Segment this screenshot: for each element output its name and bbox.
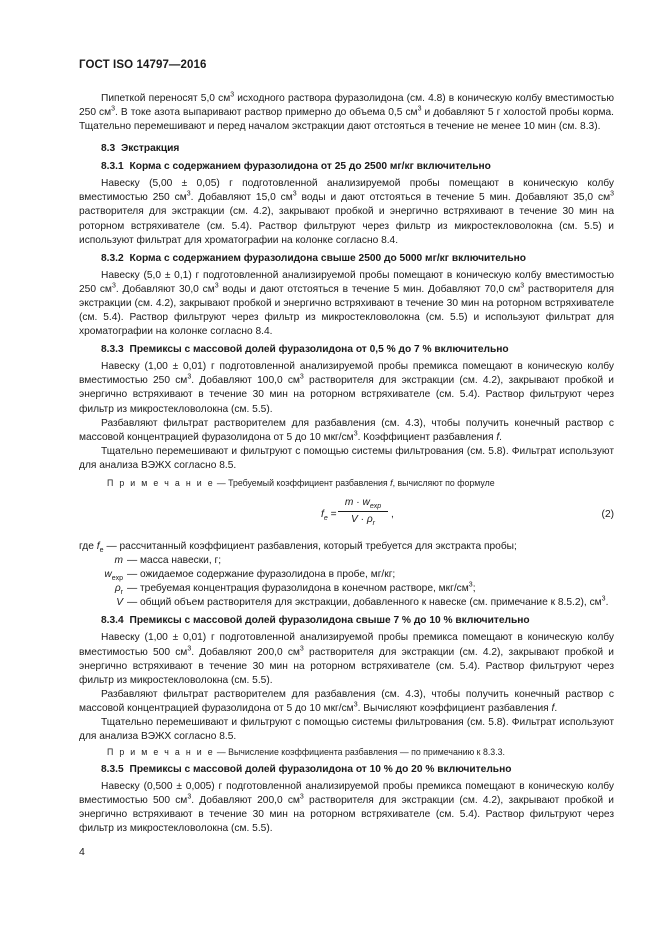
paragraph-8-3-4-1: Навеску (1,00 ± 0,01) г подготовленной анализируемой пробы премикса помещают в коническую колбу вместимостью 500 $см^3$. Добавляют 200,0 $см^3$ растворителя для экстракции (см. 4.2), закрывают пробкой и энергично встряхивают в течение 30 мин на роторном встряхивателе (см. 5.4). Раствор фильтруют через фильтр из микростекловолокна (см. 5.5). [79, 632, 614, 686]
document-body [79, 92, 614, 837]
paragraph-8-3-4-3: Тщательно перемешивают и фильтруют с помощью системы фильтрования (см. 5.8). Фильтрат используют для анализа ВЭЖХ согласно 8.5. [79, 717, 614, 743]
section-heading-8-3-1: 8.3.1 Корма с содержанием фуразолидона от 25 до 2500 мг/кг включительно [101, 161, 491, 173]
formula-lhs: $f_e$ = [321, 508, 337, 522]
paragraph-8-3-4-2: Разбавляют фильтрат растворителем для разбавления (см. 4.3), чтобы получить конечный раствор с массовой концентрацией фуразолидона от 5 до 10 мкг/$см^3$. Вычисляют коэффициент разбавления f. [79, 688, 614, 714]
legend-row-v: V — общий объем растворителя для экстракции, добавленного к навеске (см. примечание к 8.5.2), $см^3$. [116, 595, 609, 609]
paragraph-8-3-3-3: Тщательно перемешивают и фильтруют с помощью системы фильтрования (см. 5.8). Фильтрат используют для анализа ВЭЖХ согласно 8.5. [79, 445, 614, 471]
section-heading-8-3-5: 8.3.5 Премиксы с массовой долей фуразолидона от 10 % до 20 % включительно [101, 764, 512, 776]
section-heading-8-3-2: 8.3.2 Корма с содержанием фуразолидона свыше 2500 до 5000 мг/кг включительно [101, 252, 527, 264]
legend-row-fe: где $f_e$ — рассчитанный коэффициент разбавления, который требуется для экстракта пробы; [79, 540, 517, 554]
section-heading-8-3-3: 8.3.3 Премиксы с массовой долей фуразолидона от 0,5 % до 7 % включительно [101, 344, 509, 356]
note-8-3-3: П р и м е ч а н и е — Требуемый коэффициент разбавления f, вычисляют по формуле [107, 477, 495, 488]
section-heading-8-3-4: 8.3.4 Премиксы с массовой долей фуразолидона свыше 7 % до 10 % включительно [101, 615, 530, 627]
note-8-3-4: П р и м е ч а н и е — Вычисление коэффициента разбавления — по примечанию к 8.3.3. [107, 747, 505, 758]
intro-paragraph: Пипеткой переносят 5,0 $см^3$ исходного раствора фуразолидона (см. 4.8) в коническую колбу вместимостью 250 $см^3$. В токе азота выпаривают раствор примерно до объема 0,5 $см^3$ и добавляют 5 г холостой пробы корма. Тщательно перемешивают и перед началом экстракции дают отстояться в течение не менее 10 мин (см. 8.3). [79, 91, 614, 133]
paragraph-8-3-3-1: Навеску (1,00 ± 0,01) г подготовленной анализируемой пробы премикса помещают в коническую колбу вместимостью 250 $см^3$. Добавляют 100,0 $см^3$ растворителя для экстракции (см. 4.2), закрывают пробкой и энергично встряхивают в течение 30 мин на роторном встряхивателе (см. 5.4). Раствор фильтруют через фильтр из микростекловолокна (см. 5.5). [79, 361, 614, 415]
legend-row-wexp: $w_{exp}$ — ожидаемое содержание фуразолидона в пробе, мг/кг; [104, 569, 396, 583]
formula-denominator: $V \cdot \rho_r$ [350, 514, 376, 528]
formula-fraction [338, 496, 388, 527]
page-number: 4 [79, 846, 85, 858]
paragraph-8-3-2: Навеску (5,0 ± 0,1) г подготовленной анализируемой пробы помещают в коническую колбу вместимостью 250 $см^3$. Добавляют 30,0 $см^3$ воды и дают отстояться в течение 5 мин. Добавляют 70,0 $см^3$ растворителя для экстракции (см. 4.2), закрывают пробкой и энергично встряхивают в течение 30 мин на роторном встряхивателе (см. 5.4). Раствор фильтруют через фильтр из микростекловолокна (см. 5.5) и используют фильтрат для хроматографии на колонке согласно 8.4. [79, 269, 614, 338]
document-header: ГОСТ ISO 14797—2016 [79, 59, 207, 71]
paragraph-8-3-5: Навеску (0,500 ± 0,005) г подготовленной анализируемой пробы премикса помещают в коническую колбу вместимостью 500 $см^3$. Добавляют 200,0 $см^3$ растворителя для экстракции (см. 4.2), закрывают пробкой и энергично встряхивают в течение 30 мин на роторном встряхивателе (см. 5.4). Раствор фильтруют через фильтр из микростекловолокна (см. 5.5). [79, 781, 614, 835]
section-heading-8-3: 8.3 Экстракция [101, 143, 180, 155]
formula-number: (2) [601, 508, 614, 520]
formula-legend [79, 540, 614, 610]
paragraph-8-3-1: Навеску (5,00 ± 0,05) г подготовленной анализируемой пробы помещают в коническую колбу вместимостью 250 $см^3$. Добавляют 15,0 $см^3$ воды и дают отстояться в течение 5 мин. Добавляют 35,0 $см^3$ растворителя для экстракции (см. 4.2), закрывают пробкой и энергично встряхивают в течение 30 мин на роторном встряхивателе (см. 5.4). Раствор фильтруют через фильтр из микростекловолокна (см. 5.5) и используют фильтрат для хроматографии на колонке согласно 8.4. [79, 178, 614, 246]
paragraph-8-3-3-2: Разбавляют фильтрат растворителем для разбавления (см. 4.3), чтобы получить конечный раствор с массовой концентрацией фуразолидона от 5 до 10 мкг/$см^3$. Коэффициент разбавления f. [79, 417, 614, 443]
formula-numerator: $m \cdot w_{exp}$ [338, 496, 388, 512]
formula-comma: , [391, 508, 394, 520]
legend-row-rho: $\rho_r$ — требуемая концентрация фуразолидона в конечном растворе, мкг/$см^3$; [114, 581, 476, 597]
legend-row-m: m — масса навески, г; [114, 555, 222, 567]
formula-2 [79, 496, 614, 536]
